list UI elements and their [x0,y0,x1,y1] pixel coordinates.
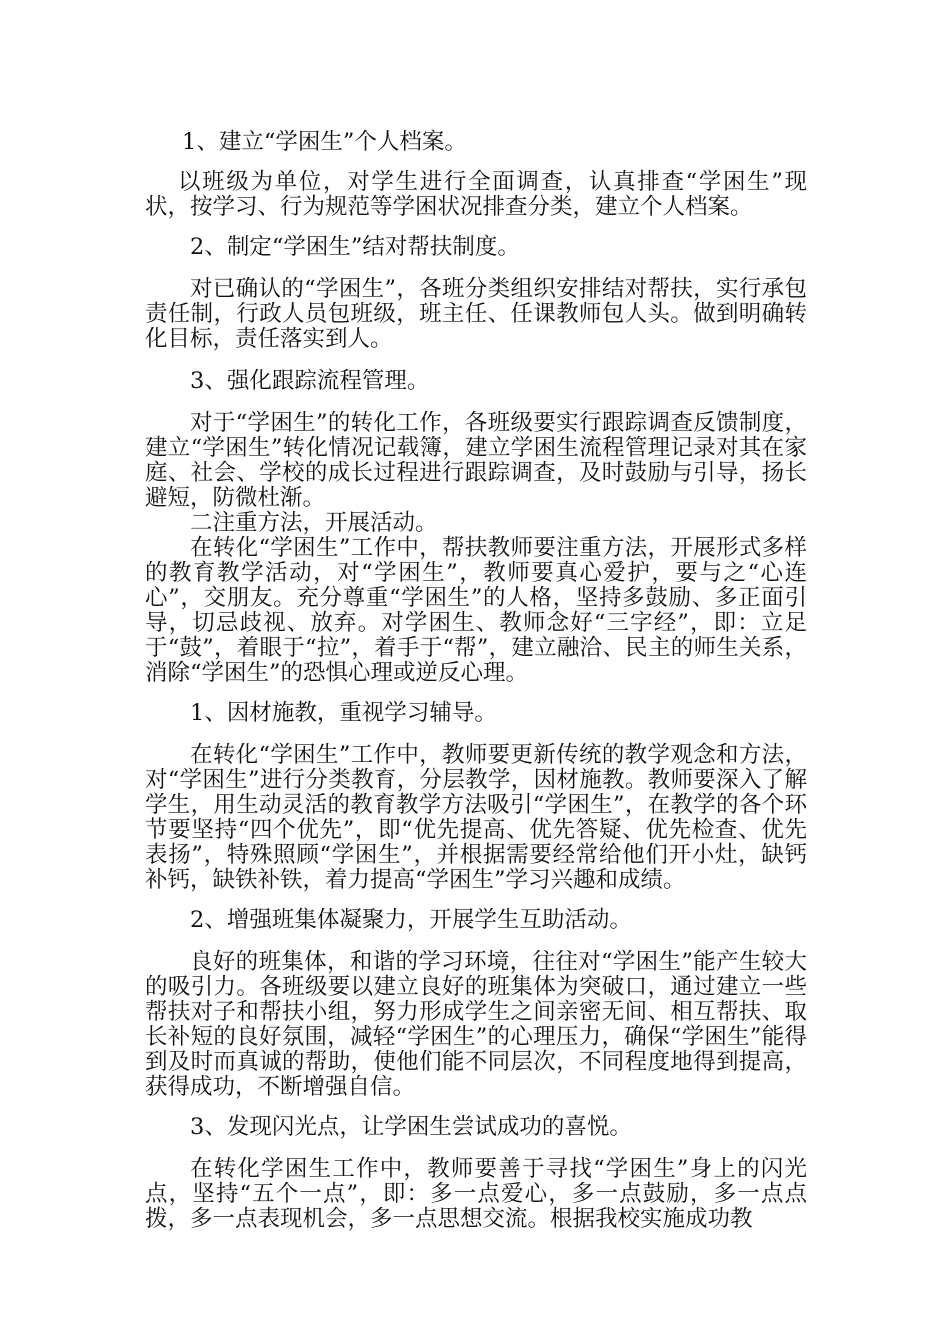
paragraph-tutoring: 在转化“学困生”工作中，教师要更新传统的教学观念和方法，对“学困生”进行分类教育，分层教学，因材施教。教师要深入了解学生，用生动灵活的教育教学方法吸引“学困生”，在教学的各个环节要坚持“四个优先”，即“优先提高、优先答疑、优先检查、优先表扬”，特殊照顾“学困生”，并根据需要经常给他们开小灶，缺钙补钙，缺铁补铁，着力提高“学困生”学习兴趣和成绩。 [145,742,807,893]
heading-archive: 1、建立“学困生”个人档案。 [182,129,467,155]
heading-tracking: 3、强化跟踪流程管理。 [190,368,430,394]
heading-methods: 二注重方法，开展活动。 [190,510,438,536]
heading-highlights: 3、发现闪光点，让学困生尝试成功的喜悦。 [190,1114,632,1140]
heading-pairing: 2、制定“学困生”结对帮扶制度。 [190,234,520,260]
paragraph-tracking: 对于“学困生”的转化工作，各班级要实行跟踪调查反馈制度，建立“学困生”转化情况记载簿，建立学困生流程管理记录对其在家庭、社会、学校的成长过程进行跟踪调查，及时鼓励与引导，扬长避短，防微杜渐。 [145,410,807,511]
document-body [145,130,807,1232]
paragraph-cohesion: 良好的班集体，和谐的学习环境，往往对“学困生”能产生较大的吸引力。各班级要以建立良好的班集体为突破口，通过建立一些帮扶对子和帮扶小组，努力形成学生之间亲密无间、相互帮扶、取长补短的良好氛围，减轻“学困生”的心理压力，确保“学困生”能得到及时而真诚的帮助，使他们能不同层次，不同程度地得到提高，获得成功，不断增强自信。 [145,949,807,1100]
paragraph-methods: 在转化“学困生”工作中，帮扶教师要注重方法，开展形式多样的教育教学活动，对“学困生”，教师要真心爱护，要与之“心连心”，交朋友。充分尊重“学困生”的人格，坚持多鼓励、多正面引导，切忌歧视、放弃。对学困生、教师念好“三字经”，即：立足于“鼓”，着眼于“拉”，着手于“帮”，建立融洽、民主的师生关系，消除“学困生”的恐惧心理或逆反心理。 [145,535,807,686]
heading-tutoring: 1、因材施教，重视学习辅导。 [190,700,497,726]
heading-cohesion: 2、增强班集体凝聚力，开展学生互助活动。 [190,907,632,933]
paragraph-archive: 以班级为单位，对学生进行全面调查，认真排查“学困生”现状，按学习、行为规范等学困状况排查分类，建立个人档案。 [145,169,807,220]
paragraph-highlights: 在转化学困生工作中，教师要善于寻找“学困生”身上的闪光点，坚持“五个一点”，即：多一点爱心，多一点鼓励，多一点点拨，多一点表现机会，多一点思想交流。根据我校实施成功教 [145,1156,807,1232]
paragraph-pairing: 对已确认的“学困生”，各班分类组织安排结对帮扶，实行承包责任制，行政人员包班级，班主任、任课教师包人头。做到明确转化目标，责任落实到人。 [145,276,807,352]
